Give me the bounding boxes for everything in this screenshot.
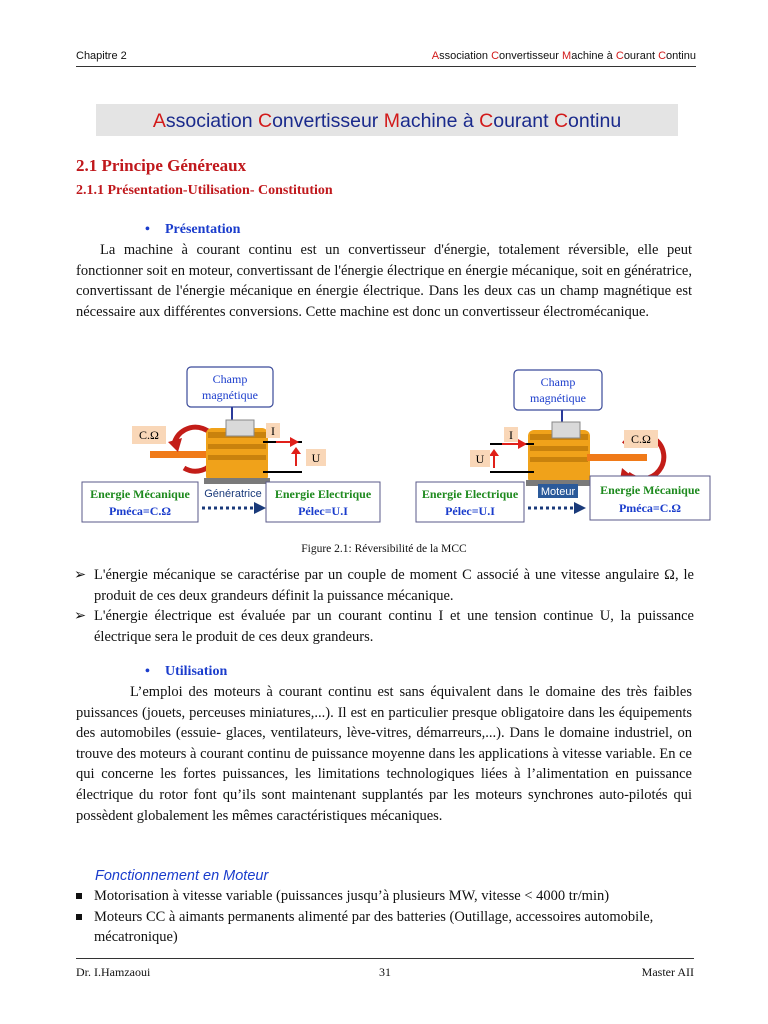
voltage-label: U bbox=[311, 451, 321, 465]
square-bullet-icon bbox=[76, 914, 82, 920]
moteur-list bbox=[74, 886, 694, 948]
utilisation-paragraph: L’emploi des moteurs à courant continu est sans équivalent dans le domaine des très faibles puissances (jouets, perceuses miniatures,...). Il est en particulier presque obligatoire dans les équipements des automobiles (essuie- glaces, ventilateurs, lève-vitres, démarreurs,...). Dans le domaine industriel, on trouve des moteurs à courant continu de puissance moyenne dans les applications à vitesse variable. En ce qui concerne les fortes puissances, les limitations technologiques liées à l’alimentation en puissance électrique du rotor font qu’ils sont maintenant supplantés par les moteurs synchrones auto-pilotés qui possèdent globalement les mêmes caractéristiques mécaniques. bbox=[76, 684, 692, 824]
energy-out-formula: Pméca=C.Ω bbox=[618, 501, 682, 515]
page-header bbox=[76, 44, 696, 67]
running-title: Association Convertisseur Machine à Courant Continu bbox=[431, 50, 696, 62]
svg-text:Champ: Champ bbox=[212, 372, 248, 386]
machine-image bbox=[526, 422, 592, 486]
subsection-heading: 2.1.1 Présentation-Utilisation- Constitution bbox=[76, 183, 333, 198]
mode-label: Génératrice bbox=[204, 488, 262, 500]
energy-in-title: Energie Electrique bbox=[421, 487, 519, 501]
energy-out-title: Energie Mécanique bbox=[600, 483, 700, 497]
utilisation-heading: • Utilisation bbox=[145, 664, 228, 679]
mode-label: Moteur bbox=[540, 486, 576, 498]
page-footer bbox=[76, 958, 694, 979]
list-item: Moteurs CC à aimants permanents alimenté par des batteries (Outillage, accessoires automobile, mécatronique) bbox=[74, 907, 694, 948]
bullet-dot: • bbox=[145, 664, 150, 679]
energy-in-title: Energie Mécanique bbox=[90, 487, 190, 501]
energy-in-formula: Pélec=U.I bbox=[445, 504, 495, 518]
page-number: 31 bbox=[379, 965, 391, 979]
footer-author: Dr. I.Hamzaoui bbox=[76, 965, 151, 979]
bullet-dot: • bbox=[145, 222, 150, 237]
shaft bbox=[587, 454, 647, 461]
energy-definitions-list bbox=[74, 565, 694, 647]
svg-text:Champ: Champ bbox=[540, 375, 576, 389]
torque-label: C.Ω bbox=[631, 432, 651, 446]
arrow-bullet-icon: ➢ bbox=[74, 608, 87, 624]
moteur-heading: Fonctionnement en Moteur bbox=[95, 868, 269, 884]
machine-image bbox=[204, 420, 270, 484]
energy-in-formula: Pméca=C.Ω bbox=[108, 504, 172, 518]
generator-diagram bbox=[82, 367, 380, 522]
current-label: I bbox=[509, 428, 513, 442]
energy-out-formula: Pélec=U.I bbox=[298, 504, 348, 518]
svg-text:magnétique: magnétique bbox=[530, 391, 586, 405]
current-label: I bbox=[271, 424, 275, 438]
list-item: ➢ L'énergie mécanique se caractérise par un couple de moment C associé à une vitesse angulaire Ω, le produit de ces deux grandeurs définit la puissance mécanique. bbox=[74, 567, 694, 604]
square-bullet-icon bbox=[76, 893, 82, 899]
section-heading: 2.1 Principe Généreaux bbox=[76, 156, 247, 175]
motor-diagram bbox=[416, 370, 710, 522]
svg-text:magnétique: magnétique bbox=[202, 388, 258, 402]
footer-course: Master AII bbox=[641, 965, 694, 979]
energy-out-title: Energie Electrique bbox=[274, 487, 372, 501]
figure-caption: Figure 2.1: Réversibilité de la MCC bbox=[301, 543, 467, 555]
chapter-title: Association Convertisseur Machine à Courant Continu bbox=[96, 104, 678, 136]
reversibility-figure bbox=[76, 362, 716, 532]
chapter-label: Chapitre 2 bbox=[76, 50, 127, 62]
presentation-heading: • Présentation bbox=[145, 222, 241, 237]
voltage-label: U bbox=[475, 452, 485, 466]
list-item: Motorisation à vitesse variable (puissances jusqu’à plusieurs MW, vitesse < 4000 tr/min) bbox=[74, 886, 694, 907]
arrow-bullet-icon: ➢ bbox=[74, 567, 87, 583]
shaft bbox=[150, 451, 206, 458]
list-item: ➢ L'énergie électrique est évaluée par un courant continu I et une tension continue U, la puissance électrique sera le produit de ces deux grandeurs. bbox=[74, 608, 694, 645]
torque-label: C.Ω bbox=[139, 428, 159, 442]
presentation-paragraph: La machine à courant continu est un convertisseur d'énergie, totalement réversible, elle peut fonctionner soit en moteur, convertissant de l'énergie électrique en énergie mécanique, soit en génératrice, convertissant de l'énergie mécanique en énergie électrique. Dans les deux cas un champ magnétique est nécessaire aux différentes conversions. Cette machine est donc un convertisseur électromécanique. bbox=[76, 242, 692, 320]
